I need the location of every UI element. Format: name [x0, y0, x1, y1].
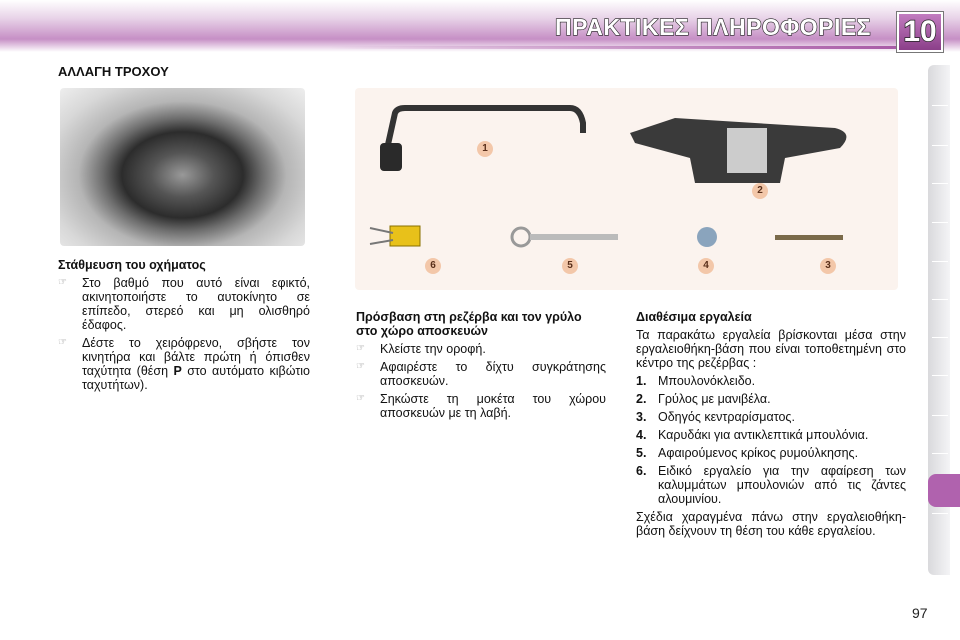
section-title: ΑΛΛΑΓΗ ΤΡΟΧΟΥ	[58, 64, 169, 79]
list-item: 6. Ειδικό εργαλείο για την αφαίρεση των καλυμμάτων μπουλονιών από τις ζάντες αλουμινίου.	[636, 464, 906, 506]
bullet-item: ☞ Κλείστε την οροφή.	[356, 342, 486, 356]
tab-divider	[932, 415, 948, 416]
tab-divider	[932, 145, 948, 146]
pointing-hand-icon: ☞	[356, 343, 365, 354]
tab-divider	[932, 261, 948, 262]
chapter-number-badge: 10	[897, 12, 943, 52]
list-item: 2. Γρύλος με μανιβέλα.	[636, 392, 771, 406]
tab-divider	[932, 105, 948, 106]
figure-label: 5	[562, 258, 578, 274]
figure-label: 6	[425, 258, 441, 274]
tab-divider	[932, 513, 948, 514]
tools-section	[636, 310, 906, 542]
tools-photo	[355, 88, 898, 290]
list-item: 5. Αφαιρούμενος κρίκος ρυμούλκησης.	[636, 446, 859, 460]
bullet-item: ☞ Σηκώστε τη μοκέτα του χώρου αποσκευών με τη λαβή.	[356, 392, 606, 420]
parking-title: Στάθμευση του οχήματος	[58, 258, 206, 272]
figure-label: 3	[820, 258, 836, 274]
list-item: 4. Καρυδάκι για αντικλεπτικά μπουλόνια.	[636, 428, 869, 442]
chapter-title: ΠΡΑΚΤΙΚΕΣ ΠΛΗΡΟΦΟΡΙΕΣ	[555, 14, 871, 40]
tab-divider	[932, 222, 948, 223]
parking-section	[58, 258, 310, 396]
tab-divider	[932, 337, 948, 338]
figure-label: 4	[698, 258, 714, 274]
tools-title: Διαθέσιμα εργαλεία	[636, 310, 752, 324]
pointing-hand-icon: ☞	[356, 393, 365, 404]
list-item: 3. Οδηγός κεντραρίσματος.	[636, 410, 795, 424]
pointing-hand-icon: ☞	[356, 361, 365, 372]
tab-divider	[932, 375, 948, 376]
figure-label: 2	[752, 183, 768, 199]
bullet-item: ☞ Δέστε το χειρόφρενο, σβήστε τον κινητήρα και βάλτε πρώτη ή όπισθεν ταχύτητα (θέση P στο αυτόματο κιβώτιο ταχυτήτων).	[58, 336, 310, 392]
pointing-hand-icon: ☞	[58, 337, 67, 348]
pointing-hand-icon: ☞	[58, 277, 67, 288]
page-number: 97	[912, 605, 928, 621]
header-divider	[330, 46, 900, 49]
list-item: 1. Μπουλονόκλειδο.	[636, 374, 756, 388]
spare-wheel-photo	[60, 88, 305, 246]
access-section	[356, 310, 606, 424]
tools-intro: Τα παρακάτω εργαλεία βρίσκονται μέσα στην εργαλειοθήκη-βάση που είναι τοποθετημένη στο κέντρο της ρεζέρβας :	[636, 328, 906, 370]
tab-divider	[932, 183, 948, 184]
access-title: Πρόσβαση στη ρεζέρβα και τον γρύλο στο χώρο αποσκευών	[356, 310, 582, 338]
bullet-item: ☞ Στο βαθμό που αυτό είναι εφικτό, ακινητοποιήστε το αυτοκίνητο σε επίπεδο, στερεό και μη ολισθηρό έδαφος.	[58, 276, 310, 332]
tab-divider	[932, 453, 948, 454]
tab-divider	[932, 299, 948, 300]
tools-outro: Σχέδια χαραγμένα πάνω στην εργαλειοθήκη-βάση δείχνουν τη θέση του κάθε εργαλείου.	[636, 510, 906, 538]
bullet-item: ☞ Αφαιρέστε το δίχτυ συγκράτησης αποσκευών.	[356, 360, 606, 388]
active-chapter-tab[interactable]	[928, 474, 960, 507]
figure-label: 1	[477, 141, 493, 157]
